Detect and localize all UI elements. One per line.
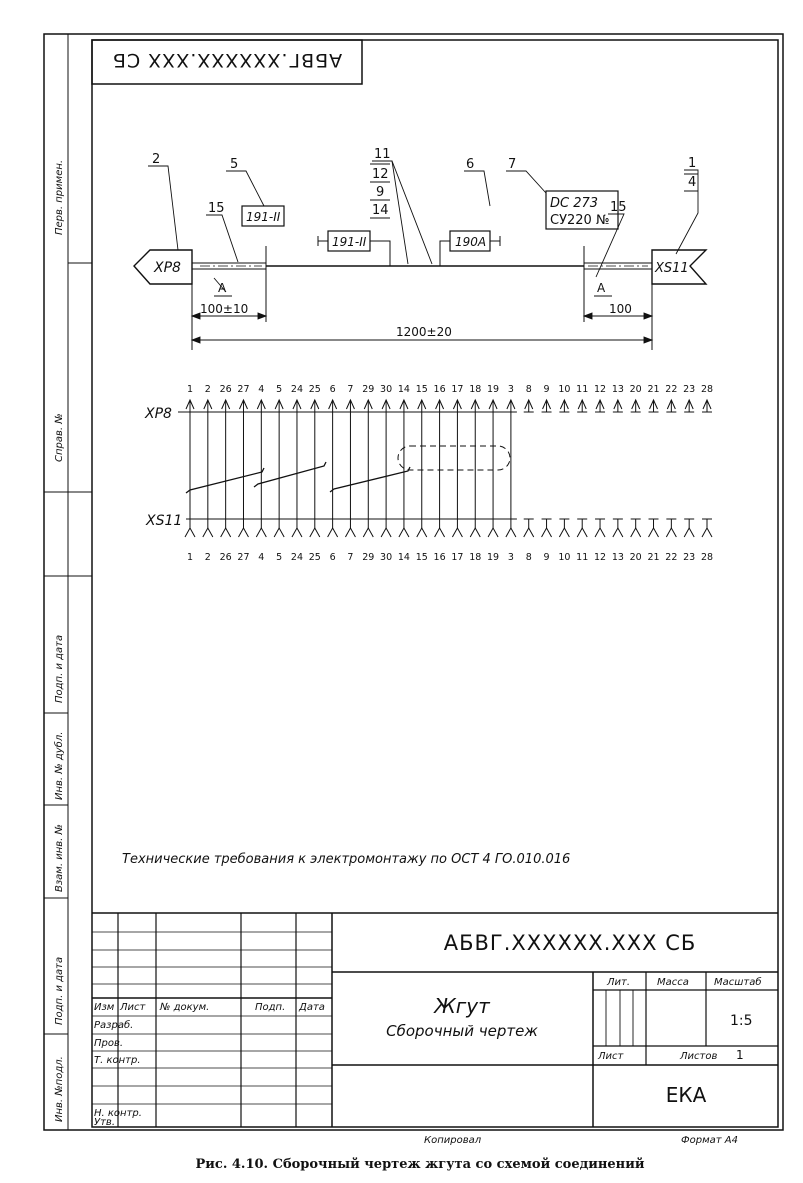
inverted-doc-code: АБВГ.XXXXXX.XXX СБ xyxy=(111,49,343,71)
pin-label-bottom: 29 xyxy=(362,552,375,563)
pin-label-bottom: 4 xyxy=(258,552,265,563)
pin-mark-bottom xyxy=(595,528,605,537)
sheets-value: 1 xyxy=(736,1048,744,1062)
pin-mark-bottom xyxy=(185,528,195,537)
item-15-right: 15 xyxy=(610,200,627,215)
inner-frame xyxy=(92,40,778,1127)
footer-format: Формат А4 xyxy=(681,1135,738,1146)
pin-label-top: 25 xyxy=(308,384,321,395)
pin-label-top: 3 xyxy=(507,384,514,395)
scale-value: 1:5 xyxy=(730,1013,753,1029)
item-14: 14 xyxy=(372,203,389,218)
connector-xs11-label: XS11 xyxy=(655,261,689,276)
pin-label-top: 15 xyxy=(415,384,428,395)
pin-mark-bottom xyxy=(256,528,266,537)
side-label-vzam-inv: Взам. инв. № xyxy=(54,824,65,892)
section-a-right: A xyxy=(597,281,606,295)
doc-title: Жгут xyxy=(434,994,490,1018)
pin-mark-bottom xyxy=(702,528,712,537)
pin-label-top: 24 xyxy=(290,384,304,395)
pin-label-top: 20 xyxy=(629,384,642,395)
pin-label-bottom: 6 xyxy=(329,552,336,563)
tag-191-center xyxy=(318,231,390,266)
pin-label-bottom: 22 xyxy=(665,552,678,563)
tag-191-left: 191-II xyxy=(246,210,281,224)
pin-label-top: 11 xyxy=(576,384,589,395)
pin-label-bottom: 17 xyxy=(451,552,464,563)
item-11: 11 xyxy=(374,147,391,162)
pin-label-top: 9 xyxy=(543,384,550,395)
schematic-xp8-label: XP8 xyxy=(145,406,172,422)
pin-label-top: 21 xyxy=(647,384,660,395)
pin-label-top: 6 xyxy=(329,384,336,395)
stamp-col-izm: Изм xyxy=(94,1002,115,1013)
pin-label-bottom: 23 xyxy=(683,552,696,563)
pin-label-bottom: 7 xyxy=(347,552,354,563)
stamp-col-list: Лист xyxy=(120,1002,146,1013)
stamp-row-n-kontr: Н. контр. xyxy=(94,1108,142,1119)
pin-label-bottom: 21 xyxy=(647,552,660,563)
pin-label-top: 13 xyxy=(611,384,624,395)
pin-mark-bottom xyxy=(381,528,391,537)
tag-dc273 xyxy=(546,191,618,229)
svg-text:СУ220 №: СУ220 № xyxy=(550,213,610,228)
pin-mark-bottom xyxy=(506,528,516,537)
svg-text:DC 273: DC 273 xyxy=(550,196,599,211)
pin-mark-bottom xyxy=(452,528,462,537)
stamp-row-utv: Утв. xyxy=(94,1117,115,1128)
item-9: 9 xyxy=(376,185,385,200)
schematic-top-bus xyxy=(178,412,517,519)
pin-mark-bottom xyxy=(488,528,498,537)
side-label-inv-dubl: Инв. № дубл. xyxy=(54,731,65,800)
pin-label-bottom: 5 xyxy=(276,552,283,563)
pin-label-top: 2 xyxy=(204,384,211,395)
stamp-list: Лист xyxy=(598,1051,624,1062)
item-7: 7 xyxy=(508,157,517,172)
doc-code: АБВГ.XXXXXX.XXX СБ xyxy=(443,931,697,955)
pin-label-bottom: 10 xyxy=(558,552,571,563)
pin-labels-top xyxy=(187,384,713,395)
pin-label-top: 17 xyxy=(451,384,464,395)
pin-mark-bottom xyxy=(238,528,248,537)
pin-label-bottom: 30 xyxy=(380,552,393,563)
pin-label-top: 1 xyxy=(186,384,194,395)
pin-mark-bottom xyxy=(203,528,213,537)
doc-subtitle: Сборочный чертеж xyxy=(386,1022,538,1040)
dim-right: 100 xyxy=(609,302,632,316)
pin-label-top: 5 xyxy=(276,384,283,395)
pin-wires xyxy=(190,412,712,519)
pin-label-bottom: 1 xyxy=(186,552,194,563)
stamp-masshtab: Масштаб xyxy=(714,977,762,988)
pin-label-bottom: 16 xyxy=(433,552,446,563)
pin-label-bottom: 13 xyxy=(611,552,624,563)
pin-label-top: 18 xyxy=(469,384,482,395)
pin-label-bottom: 18 xyxy=(469,552,482,563)
stamp-row-razrab: Разраб. xyxy=(94,1020,134,1031)
item-1: 1 xyxy=(688,156,697,171)
stamp-listov: Листов xyxy=(680,1051,718,1062)
technical-requirements: Технические требования к электромонтажу по ОСТ 4 ГО.010.016 xyxy=(122,852,571,867)
pin-mark-bottom xyxy=(417,528,427,537)
pin-mark-bottom xyxy=(399,528,409,537)
pin-mark-bottom xyxy=(613,528,623,537)
pin-label-bottom: 2 xyxy=(204,552,211,563)
side-label-podp-data-1: Подп. и дата xyxy=(54,634,65,703)
pin-label-top: 14 xyxy=(397,384,410,395)
item-6: 6 xyxy=(466,157,475,172)
schematic-xs11-label: XS11 xyxy=(146,513,183,529)
tag-190a xyxy=(440,231,500,266)
pin-mark-bottom xyxy=(221,528,231,537)
side-label-inv-podl: Инв. №подл. xyxy=(54,1056,65,1122)
pin-mark-bottom xyxy=(470,528,480,537)
pin-label-top: 4 xyxy=(258,384,265,395)
pin-label-top: 28 xyxy=(700,384,714,395)
pin-label-top: 22 xyxy=(665,384,678,395)
pin-mark-bottom xyxy=(310,528,320,537)
connector-xp8-label: XP8 xyxy=(154,260,181,276)
pin-mark-bottom xyxy=(292,528,302,537)
footer-copied: Копировал xyxy=(424,1135,482,1146)
pin-label-top: 30 xyxy=(380,384,393,395)
pin-label-bottom: 19 xyxy=(487,552,500,563)
pin-label-top: 8 xyxy=(525,384,532,395)
pin-mark-bottom xyxy=(684,528,694,537)
pin-label-top: 7 xyxy=(347,384,354,395)
pin-label-bottom: 25 xyxy=(308,552,321,563)
stamp-col-n-dokum: № докум. xyxy=(160,1002,210,1013)
organization: ЕКА xyxy=(665,1083,707,1107)
side-label-podp-data-2: Подп. и дата xyxy=(54,956,65,1025)
stamp-lit: Лит. xyxy=(607,977,631,988)
stamp-row-t-kontr: Т. контр. xyxy=(94,1055,141,1066)
pin-label-bottom: 27 xyxy=(237,552,250,563)
dim-total: 1200±20 xyxy=(396,325,452,339)
outer-frame xyxy=(44,34,783,1130)
item-15-left: 15 xyxy=(208,201,225,216)
pin-label-bottom: 9 xyxy=(543,552,550,563)
pin-mark-bottom xyxy=(577,528,587,537)
pin-mark-bottom xyxy=(363,528,373,537)
twist-marks xyxy=(186,462,410,493)
stamp-row-prov: Пров. xyxy=(94,1038,124,1049)
pin-label-bottom: 14 xyxy=(397,552,410,563)
stamp-col-podp: Подп. xyxy=(255,1002,286,1013)
pin-label-top: 26 xyxy=(219,384,232,395)
pin-label-top: 19 xyxy=(487,384,500,395)
pin-label-bottom: 3 xyxy=(507,552,514,563)
item-2: 2 xyxy=(152,152,161,167)
pin-mark-bottom xyxy=(274,528,284,537)
pin-mark-bottom xyxy=(435,528,445,537)
pin-label-bottom: 28 xyxy=(700,552,714,563)
pin-label-top: 10 xyxy=(558,384,571,395)
pin-label-bottom: 15 xyxy=(415,552,428,563)
figure-caption: Рис. 4.10. Сборочный чертеж жгута со схемой соединений xyxy=(195,1157,645,1172)
item-5: 5 xyxy=(230,157,239,172)
svg-text:190A: 190A xyxy=(455,235,487,249)
item-4: 4 xyxy=(688,175,697,190)
pin-label-bottom: 24 xyxy=(290,552,304,563)
pin-mark-bottom xyxy=(559,528,569,537)
pin-label-top: 29 xyxy=(362,384,375,395)
stamp-massa: Масса xyxy=(657,977,689,988)
leader-lines xyxy=(148,161,698,277)
pin-label-bottom: 20 xyxy=(629,552,642,563)
item-12: 12 xyxy=(372,167,389,182)
pin-label-bottom: 11 xyxy=(576,552,589,563)
pin-mark-bottom xyxy=(524,528,534,537)
pin-label-top: 27 xyxy=(237,384,250,395)
pin-label-top: 12 xyxy=(593,384,607,395)
pin-label-bottom: 12 xyxy=(593,552,607,563)
pin-mark-bottom xyxy=(631,528,641,537)
pin-mark-bottom xyxy=(666,528,676,537)
pin-mark-bottom xyxy=(649,528,659,537)
svg-text:191-II: 191-II xyxy=(332,235,367,249)
pin-label-top: 16 xyxy=(433,384,446,395)
pin-label-top: 23 xyxy=(683,384,696,395)
stamp-col-data: Дата xyxy=(299,1002,325,1013)
section-a-left: A xyxy=(218,281,227,295)
pin-labels-bottom xyxy=(187,552,713,563)
pin-label-bottom: 26 xyxy=(219,552,232,563)
dim-left: 100±10 xyxy=(200,302,249,316)
pin-mark-bottom xyxy=(328,528,338,537)
side-label-perv-prim: Перв. примен. xyxy=(54,159,65,235)
pin-mark-bottom xyxy=(345,528,355,537)
pin-label-bottom: 8 xyxy=(525,552,532,563)
pin-mark-bottom xyxy=(542,528,552,537)
side-label-sprav: Справ. № xyxy=(54,413,65,462)
